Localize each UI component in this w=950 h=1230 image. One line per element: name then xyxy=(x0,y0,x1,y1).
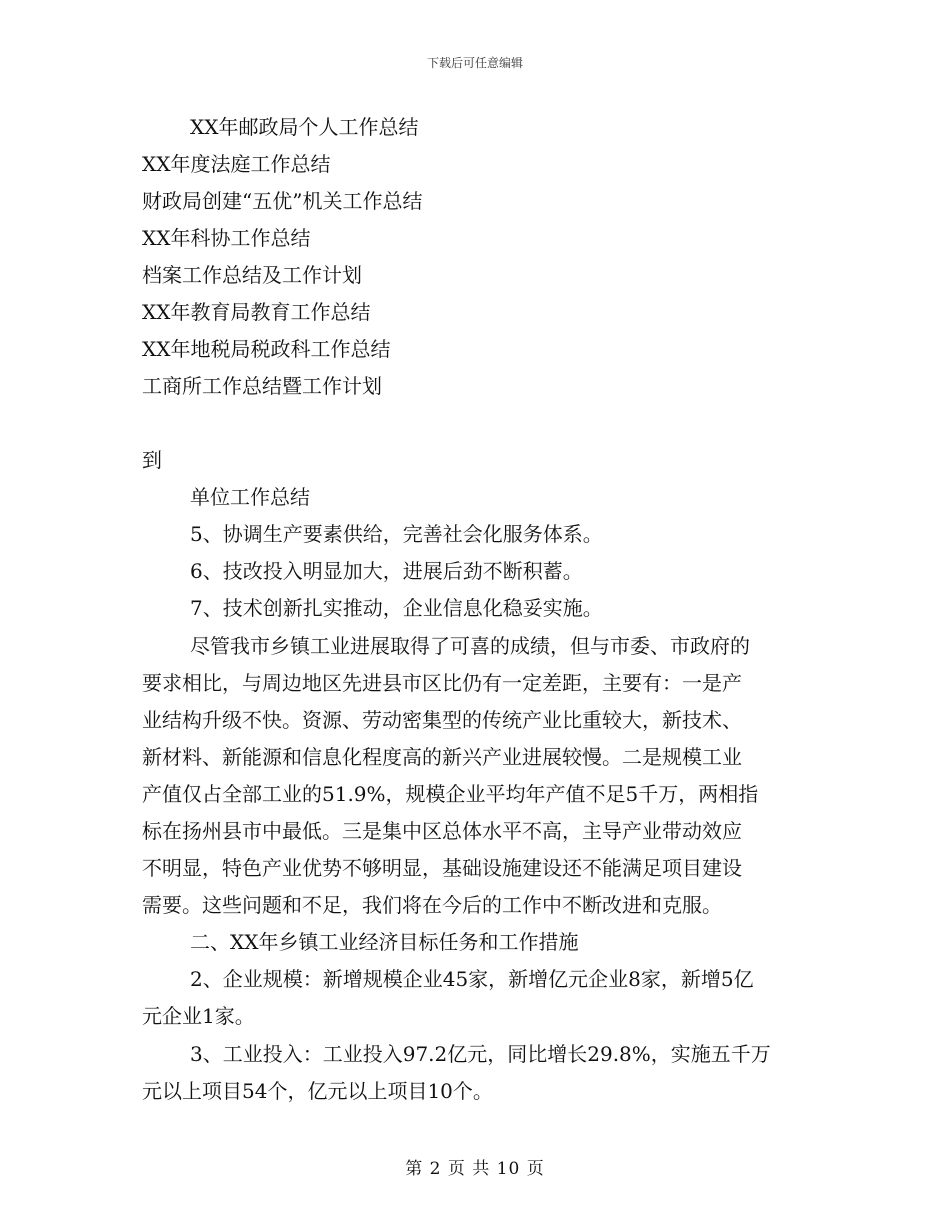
item2-line: 2、企业规模：新增规模企业45家，新增亿元企业8家，新增5亿 xyxy=(190,967,754,991)
paragraph-line: 产值仅占全部工业的51.9%，规模企业平均年产值不足5千万，两相指 xyxy=(142,782,759,806)
toc-item: XX年地税局税政科工作总结 xyxy=(142,337,391,361)
section-heading: 二、XX年乡镇工业经济目标任务和工作措施 xyxy=(190,930,579,954)
point-item: 6、技改投入明显加大，进展后劲不断积蓄。 xyxy=(190,559,583,583)
header-note: 下载后可任意编辑 xyxy=(426,56,523,70)
point-item: 5、协调生产要素供给，完善社会化服务体系。 xyxy=(190,522,603,546)
toc-item: 档案工作总结及工作计划 xyxy=(142,263,362,287)
toc-item: 财政局创建“五优”机关工作总结 xyxy=(142,189,423,213)
item3-line: 元以上项目54个，亿元以上项目10个。 xyxy=(142,1079,493,1103)
item2-line: 元企业1家。 xyxy=(142,1004,255,1028)
item3-line: 3、工业投入：工业投入97.2亿元，同比增长29.8%，实施五千万 xyxy=(190,1042,771,1066)
paragraph-line: 要求相比，与周边地区先进县市区比仍有一定差距，主要有：一是产 xyxy=(142,671,742,695)
to-label: 到 xyxy=(142,448,162,472)
paragraph-line: 业结构升级不快。资源、劳动密集型的传统产业比重较大，新技术、 xyxy=(142,708,742,732)
toc-item: 工商所工作总结暨工作计划 xyxy=(142,374,382,398)
page-number-footer: 第 2 页 共 10 页 xyxy=(405,1159,545,1179)
paragraph-line: 尽管我市乡镇工业进展取得了可喜的成绩，但与市委、市政府的 xyxy=(190,634,750,658)
point-item: 7、技术创新扎实推动，企业信息化稳妥实施。 xyxy=(190,596,603,620)
paragraph-line: 不明显，特色产业优势不够明显，基础设施建设还不能满足项目建设 xyxy=(142,856,742,880)
paragraph-line: 新材料、新能源和信息化程度高的新兴产业进展较慢。二是规模工业 xyxy=(142,745,742,769)
paragraph-line: 需要。这些问题和不足，我们将在今后的工作中不断改进和克服。 xyxy=(142,893,722,917)
toc-item: XX年教育局教育工作总结 xyxy=(142,300,371,324)
paragraph-line: 标在扬州县市中最低。三是集中区总体水平不高，主导产业带动效应 xyxy=(142,819,742,843)
toc-item: XX年科协工作总结 xyxy=(142,226,311,250)
toc-item: XX年邮政局个人工作总结 xyxy=(190,115,419,139)
unit-title: 单位工作总结 xyxy=(190,485,310,509)
toc-item: XX年度法庭工作总结 xyxy=(142,152,331,176)
